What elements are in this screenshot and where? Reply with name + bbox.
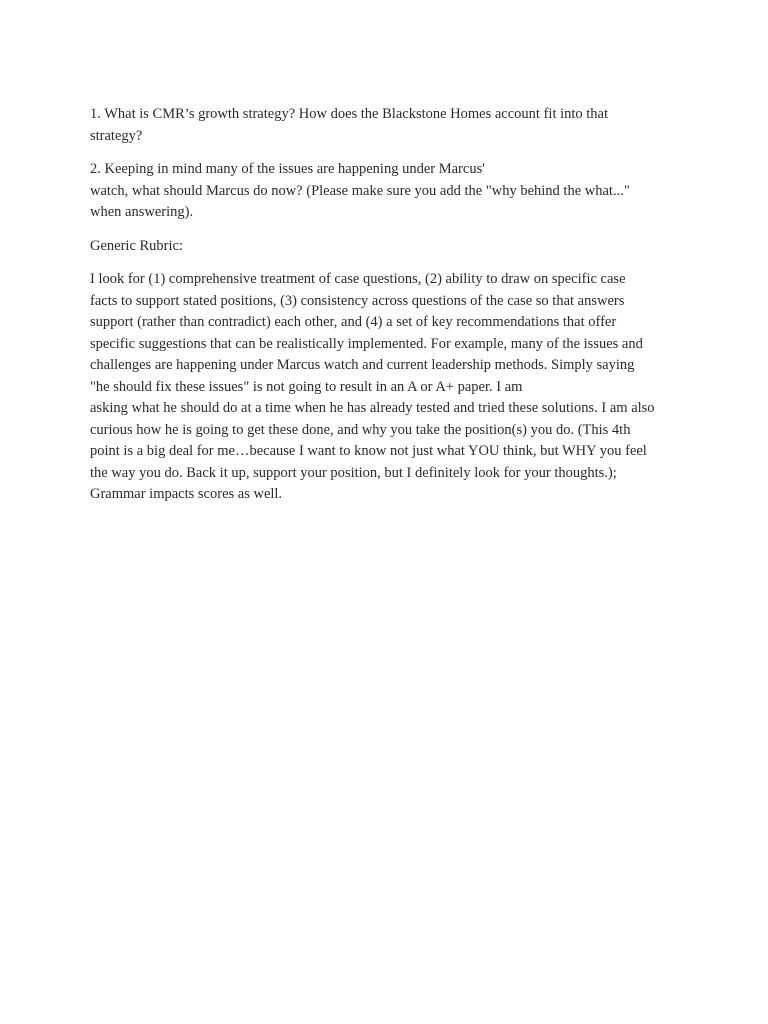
rubric-line: point is a big deal for me…because I want to know not just what YOU think, but WHY you feel bbox=[90, 443, 647, 459]
question-2-line: 2. Keeping in mind many of the issues are happening under Marcus' bbox=[90, 161, 485, 177]
document-page bbox=[90, 104, 730, 506]
rubric-line: I look for (1) comprehensive treatment of case questions, (2) ability to draw on specific case bbox=[90, 271, 626, 287]
rubric-line: asking what he should do at a time when he has already tested and tried these solutions. I am also bbox=[90, 400, 655, 416]
rubric-line: the way you do. Back it up, support your position, but I definitely look for your thoughts.); bbox=[90, 464, 617, 481]
question-1-line: 1. What is CMR’s growth strategy? How does the Blackstone Homes account fit into that bbox=[90, 106, 609, 122]
question-2-line: when answering). bbox=[90, 204, 194, 220]
rubric-line: specific suggestions that can be realistically implemented. For example, many of the issues and bbox=[90, 335, 643, 352]
rubric-line: "he should fix these issues" is not going to result in an A or A+ paper. I am bbox=[90, 378, 523, 395]
question-2 bbox=[90, 159, 730, 224]
rubric-line: support (rather than contradict) each other, and (4) a set of key recommendations that offer bbox=[90, 314, 617, 330]
rubric-line: curious how he is going to get these done, and why you take the position(s) you do. (This 4th bbox=[90, 421, 631, 438]
question-1 bbox=[90, 104, 730, 147]
rubric-heading: Generic Rubric: bbox=[90, 237, 184, 254]
question-2-line: watch, what should Marcus do now? (Please make sure you add the "why behind the what..." bbox=[90, 182, 630, 199]
rubric-line: Grammar impacts scores as well. bbox=[90, 486, 283, 502]
rubric-line: challenges are happening under Marcus watch and current leadership methods. Simply saying bbox=[90, 357, 635, 373]
rubric-line: facts to support stated positions, (3) consistency across questions of the case so that answers bbox=[90, 292, 625, 309]
question-1-line: strategy? bbox=[90, 127, 143, 144]
rubric-body bbox=[90, 269, 730, 506]
